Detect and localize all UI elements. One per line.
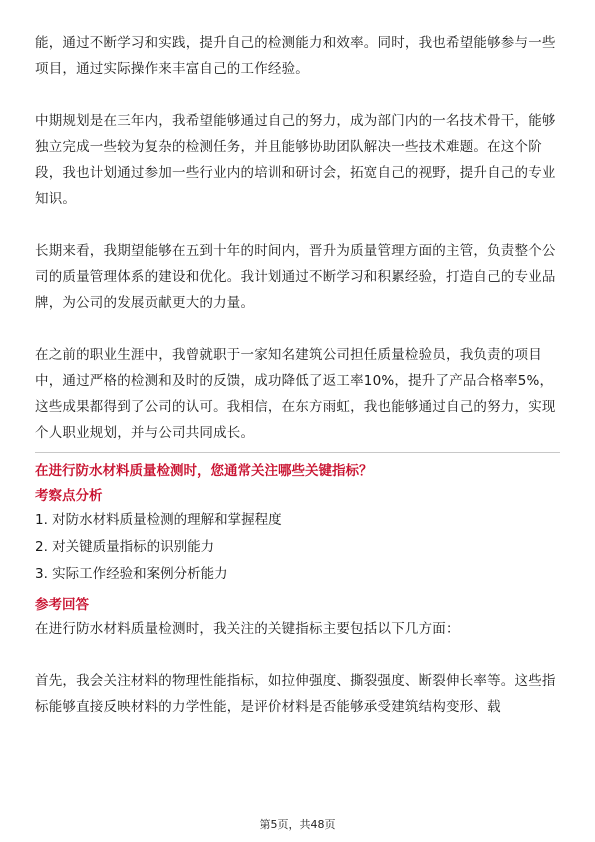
answer-intro: 在进行防水材料质量检测时，我关注的关键指标主要包括以下几方面： (35, 621, 460, 637)
answer-paragraph: 首先，我会关注材料的物理性能指标，如拉伸强度、撕裂强度、断裂伸长率等。这些指标能够直接反映材料的力学性能，是评价材料是否能够承受建筑结构变形、载 (35, 673, 556, 715)
analysis-title: 考察点分析 (35, 488, 103, 504)
paragraph-short-term: 能，通过不断学习和实践，提升自己的检测能力和效率。同时，我也希望能够参与一些项目，通过实际操作来丰富自己的工作经验。 (35, 35, 556, 77)
page-number: 第5页，共48页 (259, 818, 336, 831)
paragraph-long-term: 长期来看，我期望能够在五到十年的时间内，晋升为质量管理方面的主管，负责整个公司的质量管理体系的建设和优化。我计划通过不断学习和积累经验，打造自己的专业品牌，为公司的发展贡献更大的力量。 (35, 243, 556, 311)
paragraph-experience: 在之前的职业生涯中，我曾就职于一家知名建筑公司担任质量检验员，我负责的项目中，通过严格的检测和及时的反馈，成功降低了返工率10%，提升了产品合格率5%，这些成果都得到了公司的认可。我相信，在东方雨虹，我也能够通过自己的努力，实现个人职业规划，并与公司共同成长。 (35, 347, 556, 441)
paragraph-mid-term: 中期规划是在三年内，我希望能够通过自己的努力，成为部门内的一名技术骨干，能够独立完成一些较为复杂的检测任务，并且能够协助团队解决一些技术难题。在这个阶段，我也计划通过参加一些行业内的培训和研讨会，拓宽自己的视野，提升自己的专业知识。 (35, 113, 556, 207)
paragraph-gap (35, 82, 560, 108)
document-page (35, 30, 560, 720)
analysis-item: 1. 对防水材料质量检测的理解和掌握程度 (35, 512, 282, 528)
analysis-item: 2. 对关键质量指标的识别能力 (35, 539, 215, 555)
analysis-item: 3. 实际工作经验和案例分析能力 (35, 566, 228, 582)
answer-title: 参考回答 (35, 597, 89, 613)
section-divider (35, 452, 560, 453)
question-heading: 在进行防水材料质量检测时，您通常关注哪些关键指标？ (35, 463, 373, 479)
paragraph-gap (35, 212, 560, 238)
paragraph-gap (35, 316, 560, 342)
paragraph-gap (35, 642, 560, 668)
